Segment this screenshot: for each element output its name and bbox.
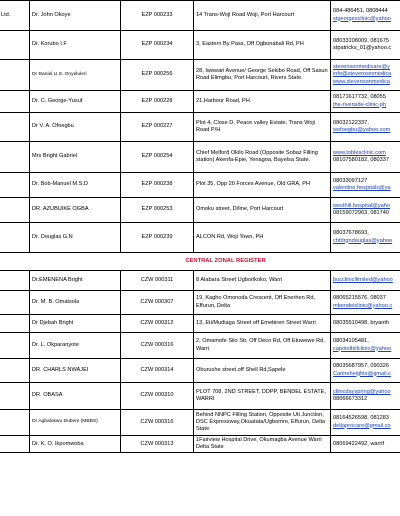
- contact-phone-text: stpatricks_01@yahoo.c: [333, 45, 392, 51]
- contact-cell: [331, 113, 400, 142]
- table-row: [0, 291, 400, 315]
- registration-code-cell: EZP 000233: [121, 1, 194, 31]
- contact-email-link[interactable]: stevensonmedicare@y: [333, 64, 390, 71]
- address-cell: Chief Melford Okilo Road (Opposite Sobaz Filling station) Akenfa-Epie, Yenagoa, Bayelsa State.: [194, 142, 331, 173]
- address-cell: ALCON Rd, Woji Town, PH: [194, 223, 331, 253]
- row-prefix-cell: [0, 31, 30, 60]
- row-prefix-cell: [0, 91, 30, 113]
- registration-code-cell: CZW 000311: [121, 271, 194, 291]
- table-row: [0, 359, 400, 383]
- row-prefix-cell: [0, 271, 30, 291]
- address-cell: Oburuche street off Shell Rd,Sapele: [194, 359, 331, 383]
- table-row: [0, 271, 400, 291]
- table-row: [0, 333, 400, 359]
- contact-cell: [331, 198, 400, 223]
- contact-phone-text: 08037678693,: [333, 230, 369, 237]
- contact-email-link[interactable]: mbendelclinic@yahoo.c: [333, 302, 393, 309]
- contact-email-link[interactable]: clinicdayspring@yahoo: [333, 388, 391, 395]
- zone-heading-row: [0, 253, 400, 271]
- registration-code-cell: CZW 000312: [121, 315, 194, 333]
- address-cell: 13, Eti/Mudiaga Street off Emebiren Street Warri: [194, 315, 331, 333]
- row-prefix-cell: [0, 113, 30, 142]
- address-cell: Plot 35, Opp 20 Forces Avenue, Old GRA, PH: [194, 173, 331, 198]
- contact-cell: [331, 333, 400, 359]
- eastern-zone-rows: [0, 1, 400, 253]
- contact-cell: [331, 291, 400, 315]
- table-row: [0, 60, 400, 91]
- table-row: [0, 113, 400, 142]
- contact-phone-text: 08107580182, 080337: [333, 157, 389, 163]
- contact-email-link[interactable]: the-riverside-clinic-ph: [333, 101, 387, 108]
- contact-cell: [331, 142, 400, 173]
- contact-email-link[interactable]: bucclinicllimited@yahoo: [333, 276, 393, 283]
- address-cell: 28, Iwowari Avenue/ George Sekibo Road, Off Sasun Road Elimgbu, Port Harcourt, Rivers State.: [194, 60, 331, 91]
- contact-email-link[interactable]: capotolhillclinic@yahoo: [333, 345, 392, 352]
- contact-cell: [331, 271, 400, 291]
- table-row: [0, 198, 400, 223]
- contact-cell: [331, 359, 400, 383]
- address-cell: 2, Omamofe Silo Str, Off Deco Rd, Off Etuwewe Rd, Warri: [194, 333, 331, 359]
- doctor-name-cell: DR. CHARLS NWAJEI: [30, 359, 121, 383]
- contact-cell: [331, 383, 400, 410]
- address-cell: Plot 4, Close D, Peace valley Estate, Trans Woji Road P/H: [194, 113, 331, 142]
- row-prefix-cell: [0, 60, 30, 91]
- contact-cell: [331, 315, 400, 333]
- row-prefix-cell: [0, 383, 30, 410]
- contact-cell: [331, 60, 400, 91]
- contact-email-link[interactable]: westhill.hospital@yaho: [333, 202, 390, 209]
- contact-email-link[interactable]: deltaprocare@gmail.co: [333, 422, 391, 429]
- doctor-name-cell: Dr.EMENENA Bright: [30, 271, 121, 291]
- doctor-name-cell: Dr. M. B. Omatsola: [30, 291, 121, 315]
- doctor-name-cell: Dr. John Okoye: [30, 1, 121, 31]
- contact-cell: [331, 436, 400, 453]
- registration-code-cell: EZP 000253: [121, 198, 194, 223]
- doctor-name-cell: Mrs Bright Gabriel: [30, 142, 121, 173]
- registration-code-cell: EZP 000228: [121, 91, 194, 113]
- contact-phone-text: 08033108009, 081675: [333, 37, 389, 44]
- zone-title: CENTRAL ZONAL REGISTER: [185, 257, 266, 264]
- row-prefix-cell: [0, 142, 30, 173]
- contact-email-link[interactable]: stgeorgesclinic@yahoo: [333, 15, 391, 22]
- registration-code-cell: CZW 000314: [121, 359, 194, 383]
- address-cell: 19, Kagho Omonoda Crescent, Off Enerhen Rd, Effurun, Delta: [194, 291, 331, 315]
- row-prefix-cell: [0, 410, 30, 436]
- doctor-name-cell: DR. OBASA: [30, 383, 121, 410]
- table-row: [0, 410, 400, 436]
- contact-cell: [331, 173, 400, 198]
- registration-code-cell: EZP 000256: [121, 60, 194, 91]
- contact-email-link[interactable]: info@stevensonmedica: [333, 71, 392, 78]
- contact-email-link[interactable]: Carineheights@gmail.c: [333, 370, 391, 377]
- contact-cell: [331, 1, 400, 31]
- row-prefix-cell: [0, 223, 30, 253]
- table-row: [0, 1, 400, 31]
- registration-code-cell: EZP 000254: [121, 142, 194, 173]
- contact-phone-text: 08035510498, bryanth: [333, 319, 389, 326]
- registration-code-cell: CZW 000316: [121, 410, 194, 436]
- table-row: [0, 315, 400, 333]
- table-row: [0, 173, 400, 198]
- table-row: [0, 31, 400, 60]
- contact-phone-text: 08069422492, warrif: [333, 440, 385, 447]
- contact-phone-text: 08171617732, 08055: [333, 94, 386, 101]
- row-prefix-cell: [0, 333, 30, 359]
- address-cell: Behind NNPC Filling Station, Opposite Uti Junction, DSC Expressway,Okuatata/Ugbomro, Effurun, Delta State: [194, 410, 331, 436]
- doctor-name-cell: Dr Djebah Bright: [30, 315, 121, 333]
- contact-cell: [331, 410, 400, 436]
- address-cell: 21,Harbour Road, PH.: [194, 91, 331, 113]
- contact-email-link[interactable]: chfdrgndouglas@yahoo: [333, 237, 393, 244]
- row-prefix-cell: [0, 198, 30, 223]
- doctor-name-cell: Dr V. A. Ofoegbu: [30, 113, 121, 142]
- contact-email-link[interactable]: wofoegbu@yahoo.com: [333, 127, 391, 133]
- registration-code-cell: CZW 000316: [121, 333, 194, 359]
- table-row: [0, 142, 400, 173]
- doctor-name-cell: DR. AZUBUIKE OGBA: [30, 198, 121, 223]
- contact-phone-text: 08035687957, 090326: [333, 363, 389, 370]
- contact-cell: [331, 223, 400, 253]
- doctor-name-cell: Dr. C. George-Yusuf: [30, 91, 121, 113]
- row-prefix-cell: [0, 291, 30, 315]
- row-prefix-cell: [0, 359, 30, 383]
- row-prefix-cell: [0, 436, 30, 453]
- contact-phone-text: 08164526598, 081283: [333, 415, 389, 422]
- contact-email-link[interactable]: www.toblesclinic.com: [333, 149, 386, 156]
- row-prefix-cell: [0, 173, 30, 198]
- contact-phone-text: 08159072963, 081740: [333, 210, 389, 216]
- contact-email-link[interactable]: www.stevensonmedica: [333, 78, 390, 85]
- registration-code-cell: EZP 000239: [121, 223, 194, 253]
- table-row: [0, 223, 400, 253]
- registration-code-cell: CZW 000313: [121, 436, 194, 453]
- row-prefix-cell: Ltd.: [0, 1, 30, 31]
- central-zone-rows: [0, 271, 400, 453]
- contact-cell: [331, 91, 400, 113]
- address-cell: PLOT 708, 2ND STREET, DDPP, BENDEL ESTATE, WARRI: [194, 383, 331, 410]
- registration-code-cell: CZW 000307: [121, 291, 194, 315]
- doctor-name-cell: Dr. Bob-Manuel M.S.D: [30, 173, 121, 198]
- registration-code-cell: EZP 000227: [121, 113, 194, 142]
- address-cell: 14 Trans-Woji Road Woji, Port Harcourt: [194, 1, 331, 31]
- contact-phone-text: 084-486451, 0808444: [333, 8, 388, 15]
- row-prefix-cell: [0, 315, 30, 333]
- contact-cell: [331, 31, 400, 60]
- doctor-name-cell: Dr. L. Okparanyote: [30, 333, 121, 359]
- contact-phone-text: 08034105481,: [333, 338, 369, 345]
- doctor-name-cell: Dr Daniel U.S. Onyeluleri: [30, 60, 121, 91]
- address-cell: 8 Alabara Street Ugborikoko, Warri: [194, 271, 331, 291]
- contact-phone-text: 08032122337,: [333, 119, 369, 126]
- doctor-name-cell: Dr. Korubo I.F: [30, 31, 121, 60]
- table-row: [0, 91, 400, 113]
- contact-email-link[interactable]: valentine.hospitals@ya: [333, 185, 391, 191]
- table-row: [0, 383, 400, 410]
- doctor-name-cell: Dr. Douglas G.N: [30, 223, 121, 253]
- address-cell: 3, Eastern By Pass, Off Ogbunabali Rd, PH: [194, 31, 331, 60]
- address-cell: 1Fairview Hospital Drive, Okumagba Avenue Warri Delta State: [194, 436, 331, 453]
- registration-code-cell: EZP 000238: [121, 173, 194, 198]
- doctor-name-cell: Dr Agbalokwu Dubem (MBBS): [30, 410, 121, 436]
- address-cell: Omoku street, D/line, Port Harcourt: [194, 198, 331, 223]
- contact-phone-text: 08066673312: [333, 396, 368, 402]
- doctor-name-cell: Dr. K. O. Ikpomwoba: [30, 436, 121, 453]
- table-row: [0, 436, 400, 453]
- registration-code-cell: CZW 000310: [121, 383, 194, 410]
- contact-phone-text: 08033097127: [333, 177, 368, 184]
- registration-code-cell: EZP 000234: [121, 31, 194, 60]
- contact-phone-text: 08065215576, 08037: [333, 295, 386, 302]
